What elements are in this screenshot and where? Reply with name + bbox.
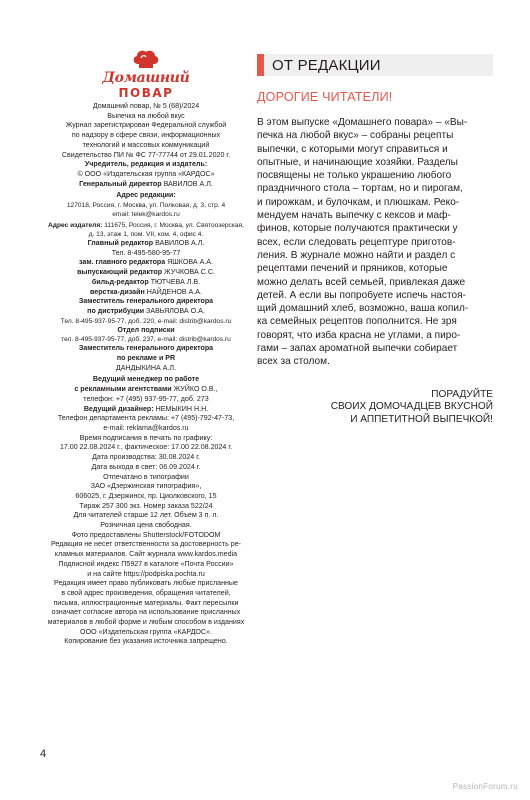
body-line: щий домашний хлеб, возможно, ваша копил- [257, 303, 469, 315]
printer-label: Отпечатано в типографии [103, 472, 189, 481]
circulation: Тираж 257 300 экз. Номер заказа 522/24 [79, 501, 213, 510]
issuing-editor-line [46, 268, 246, 278]
registration-line: Свидетельство ПИ № ФС 77-77744 от 29.01.2020 г. [61, 150, 231, 159]
chef-hat-icon [132, 48, 160, 70]
age-rating: Для читателей старше 12 лет. Объем 3 п. л. [73, 511, 219, 520]
advertising-phone: Телефон департамента рекламы: +7 (495)-792-47-73, [57, 414, 235, 423]
distribution-contact: Тел. 8-495-937-95-77, доб. 220, e-mail: distrib@kardos.ru [60, 317, 232, 325]
disclaimer: Редакция не несет ответственности за достоверность ре- [50, 540, 242, 549]
logo-script-text: Домашний [102, 70, 190, 86]
imprint-text [46, 102, 246, 647]
registration-line: технологий и массовых коммуникаций [82, 140, 210, 149]
body-line: В этом выпуске «Домашнего повара» – «Вы- [257, 117, 468, 128]
general-director-line [46, 180, 246, 190]
disclaimer: и на сайте https://podpiska.pochta.ru [87, 569, 205, 578]
body-line: ления. В журнале можно найти и раздел с [257, 249, 456, 261]
production-date: Дата производства: 30.08.2024 г. [92, 453, 200, 462]
publisher-address: д. 13, этаж 1, пом. VII, ком. 4, офис 4. [88, 231, 204, 239]
advertising-label: Заместитель генерального директора [78, 344, 214, 353]
signoff-line: И АППЕТИТНОЙ ВЫПЕЧКОЙ! [350, 414, 493, 426]
print-schedule: Время подписания в печать по графику: [79, 433, 213, 442]
imprint-column [46, 48, 246, 647]
publisher-address-line [46, 221, 246, 230]
subscription-label: Отдел подписки [117, 325, 175, 334]
body-line: можно делать всей семьей, привлекая даже [257, 276, 466, 288]
agency-manager-label: Ведущий менеджер по работе [92, 375, 200, 384]
body-line: всех за столом. [257, 356, 330, 368]
distribution-name: ЗАВЬЯЛОВА О.А. [146, 306, 205, 315]
body-line: мендуем начать выпечку с кексов и маф- [257, 210, 451, 222]
editorial-header [257, 54, 493, 76]
editorial-title: ДОРОГИЕ ЧИТАТЕЛИ! [257, 90, 393, 104]
advertising-name: ДАНДЫКИНА А.Л. [115, 363, 177, 372]
editorial-header-label: ОТ РЕДАКЦИИ [264, 54, 493, 76]
rights-note: материалов в любой форме и любым способом в изданиях [47, 618, 245, 627]
body-line: посвящены не только украшению любого [257, 170, 452, 182]
editorial-email: email: telek@kardos.ru [112, 211, 180, 219]
body-line: рецептами печений и пряников, которые [257, 263, 448, 275]
advertising-email: e-mail: reklama@kardos.ru [103, 423, 189, 432]
agency-manager-name: ЖУЙКО О.В., [173, 385, 218, 394]
subscription-contact: тел. 8-495-937-95-77, доб. 237, e-mail: distrib@kardos.ru [61, 336, 231, 344]
registration-line: Журнал зарегистрирован Федеральной службой [65, 121, 227, 130]
page-number: 4 [40, 748, 47, 760]
layout-designer-line [46, 288, 246, 298]
body-line: опытные, и начинающие хозяйки. Разделы [257, 156, 458, 168]
printer-address: 606025, г. Дзержинск, пр. Циолковского, 15 [75, 491, 217, 500]
rights-note: ООО «Издательская группа «КАРДОС». [80, 627, 212, 636]
founder-name: © ООО «Издательская группа «КАРДОС» [77, 169, 215, 178]
print-schedule: 17.00 22.08.2024 г., фактическое: 17.00 22.08.2024 г. [59, 443, 233, 452]
copyright-note: Копирование без указания источника запрещено. [64, 637, 228, 646]
signoff-line: ПОРАДУЙТЕ [431, 388, 493, 400]
chief-editor-label: Главный редактор [87, 239, 154, 248]
deputy-editor-name: ЯШКОВА А.А. [167, 258, 213, 267]
signoff-line: СВОИХ ДОМОЧАДЦЕВ ВКУСНОЙ [330, 401, 493, 413]
general-director-label: Генеральный директор [79, 179, 162, 188]
issuing-editor-label: выпускающий редактор [77, 268, 163, 277]
distribution-label: Заместитель генерального директора [78, 297, 214, 306]
magazine-logo [46, 48, 246, 102]
layout-designer-label: верстка-дизайн [90, 287, 145, 296]
distribution-line [46, 307, 246, 317]
printer-name: ЗАО «Дзержинская типография», [90, 482, 202, 491]
photo-editor-label: бильд-редактор [91, 277, 149, 286]
distribution-label: по дистрибуции [87, 306, 145, 315]
body-line: детей. А если вы попробуете испечь настоя- [257, 289, 466, 301]
price-note: Розничная цена свободная. [100, 521, 192, 530]
header-accent-bar [257, 54, 264, 76]
deputy-editor-line [46, 258, 246, 268]
chief-editor-line [46, 239, 246, 249]
body-line: ка семейных рецептов пополнится. Не зря [257, 316, 457, 328]
body-line: гами – запах ароматной выпечки собирает [257, 343, 458, 355]
agency-manager-label: с рекламными агентствами [74, 385, 172, 394]
editorial-address: 127018, Россия, г. Москва, ул. Полковая, д. 3, стр. 4 [66, 202, 226, 210]
body-line: всех, если следовать рецептуре приготов- [257, 236, 456, 248]
photo-editor-line [46, 278, 246, 288]
body-line: говорят, что изба красна не углами, а пиро- [257, 329, 461, 341]
founder-label: Учредитель, редакция и издатель: [84, 160, 208, 169]
deputy-editor-label: зам. главного редактора [78, 258, 166, 267]
body-line: и пирожкам, и булочкам, и плюшкам. Реко- [257, 196, 460, 208]
agency-manager-line [46, 385, 246, 395]
layout-designer-name: НАЙДЕНОВ А.А. [146, 287, 202, 296]
issue-subtitle: Выпечка на любой вкус [107, 111, 185, 120]
body-line: праздничного стола – тортам, но и пирогам, [257, 183, 463, 195]
publisher-address: 111675, Россия, г. Москва, ул. Святоозерская, [104, 222, 244, 230]
chief-editor-phone: Тел. 8-495-580-95-77 [111, 248, 181, 257]
agency-manager-phone: телефон: +7 (495) 937-95-77, доб. 273 [83, 394, 209, 403]
body-line: печка на любой вкус» – собраны рецепты [257, 130, 454, 142]
rights-note: в свой адрес произведения, обращения читателей, [61, 588, 231, 597]
registration-line: по надзору в сфере связи, информационных [71, 131, 221, 140]
release-date: Дата выхода в свет: 06.09.2024 г. [91, 462, 201, 471]
rights-note: означает согласие автора на использование присланных [51, 608, 241, 617]
lead-designer-name: НЕМЫКИН Н.Н. [155, 404, 209, 413]
watermark: PassionForum.ru [452, 782, 518, 791]
publisher-address-label: Адрес издателя: [48, 222, 103, 230]
disclaimer: Подписной индекс П5927 в каталоге «Почта России» [58, 559, 234, 568]
photo-credit: Фото предоставлены Shutterstock/FOTODOM [71, 530, 221, 539]
lead-designer-label: Ведущий дизайнер: [83, 404, 154, 413]
general-director-name: ВАВИЛОВ А.Л. [163, 179, 213, 188]
body-line: финов, которые получаются практически у [257, 223, 458, 235]
logo-word-text: ПОВАР [118, 86, 174, 100]
body-line: выпечки, с которыми могут справиться и [257, 143, 448, 155]
chief-editor-name: ВАВИЛОВ А.Л. [155, 239, 205, 248]
advertising-label: по рекламе и PR [116, 354, 176, 363]
photo-editor-name: ТЮТЧЕВА Л.В. [150, 277, 201, 286]
issue-line: Домашний повар, № 5 (68)/2024 [92, 102, 200, 110]
rights-note: письма, иллюстрационные материалы. Факт пересылки [53, 598, 239, 607]
disclaimer: кламных материалов. Сайт журнала www.kardos.media [54, 550, 238, 559]
lead-designer-line [46, 405, 246, 415]
editorial-body [257, 116, 493, 369]
editorial-column [257, 54, 493, 427]
editorial-address-label: Адрес редакции: [116, 191, 176, 200]
issuing-editor-name: ЖУЧКОВА С.С. [164, 268, 215, 277]
rights-note: Редакция имеет право публиковать любые присланные [54, 579, 238, 588]
editorial-signoff [257, 389, 493, 427]
